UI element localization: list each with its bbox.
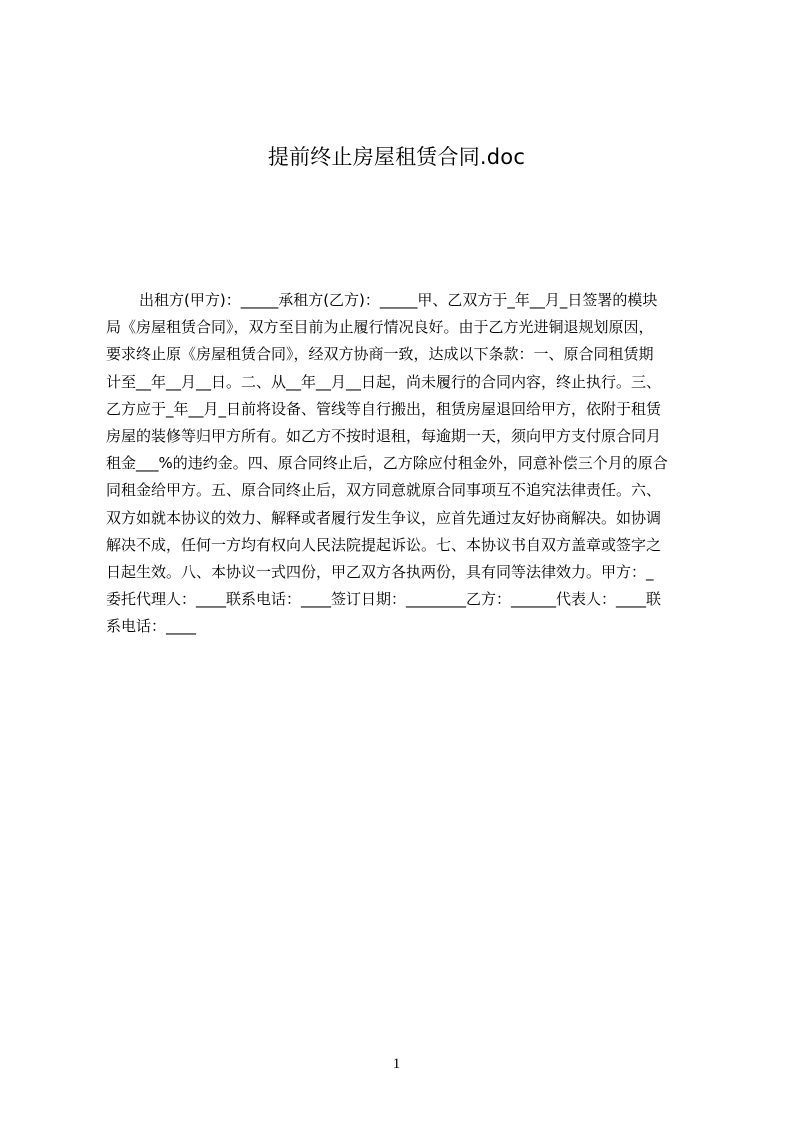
- body-line: 局《房屋租赁合同》，双方至目前为止履行情况良好。由于乙方光进铜退规划原因，: [106, 318, 654, 337]
- document-title: 提前终止房屋租赁合同.doc: [267, 145, 526, 169]
- body-line: 出租方(甲方)：_____承租方(乙方)：_____甲、乙双方于_年__月_日签署的模块: [139, 291, 658, 309]
- body-line: 同租金给甲方。五、原合同终止后，双方同意就原合同事项互不追究法律责任。六、: [106, 481, 662, 500]
- body-line: 日起生效。八、本协议一式四份，甲乙双方各执两份，具有同等法律效力。甲方：_: [106, 562, 654, 581]
- body-line: 房屋的装修等归甲方所有。如乙方不按时退租，每逾期一天，须向甲方支付原合同月: [106, 426, 662, 445]
- contract-body: [106, 287, 698, 640]
- body-line: 双方如就本协议的效力、解释或者履行发生争议，应首先通过友好协商解决。如协调: [106, 508, 662, 527]
- body-line: 系电话：____: [106, 617, 197, 636]
- body-line: 委托代理人：____联系电话：____签订日期：________乙方：______代表人：____联: [106, 590, 662, 609]
- body-line: 计至__年__月__日。二、从__年__月__日起，尚未履行的合同内容，终止执行。三、: [106, 372, 662, 391]
- body-line: 租金___%的违约金。四、原合同终止后，乙方除应付租金外，同意补偿三个月的原合: [106, 454, 668, 473]
- page-number: 1: [392, 1056, 401, 1072]
- body-line: 要求终止原《房屋租赁合同》，经双方协商一致，达成以下条款：一、原合同租赁期: [106, 345, 654, 364]
- body-line: 乙方应于_年__月_日前将设备、管线等自行搬出，租赁房屋退回给甲方，依附于租赁: [106, 399, 662, 418]
- body-line: 解决不成，任何一方均有权向人民法院提起诉讼。七、本协议书自双方盖章或签字之: [106, 535, 662, 554]
